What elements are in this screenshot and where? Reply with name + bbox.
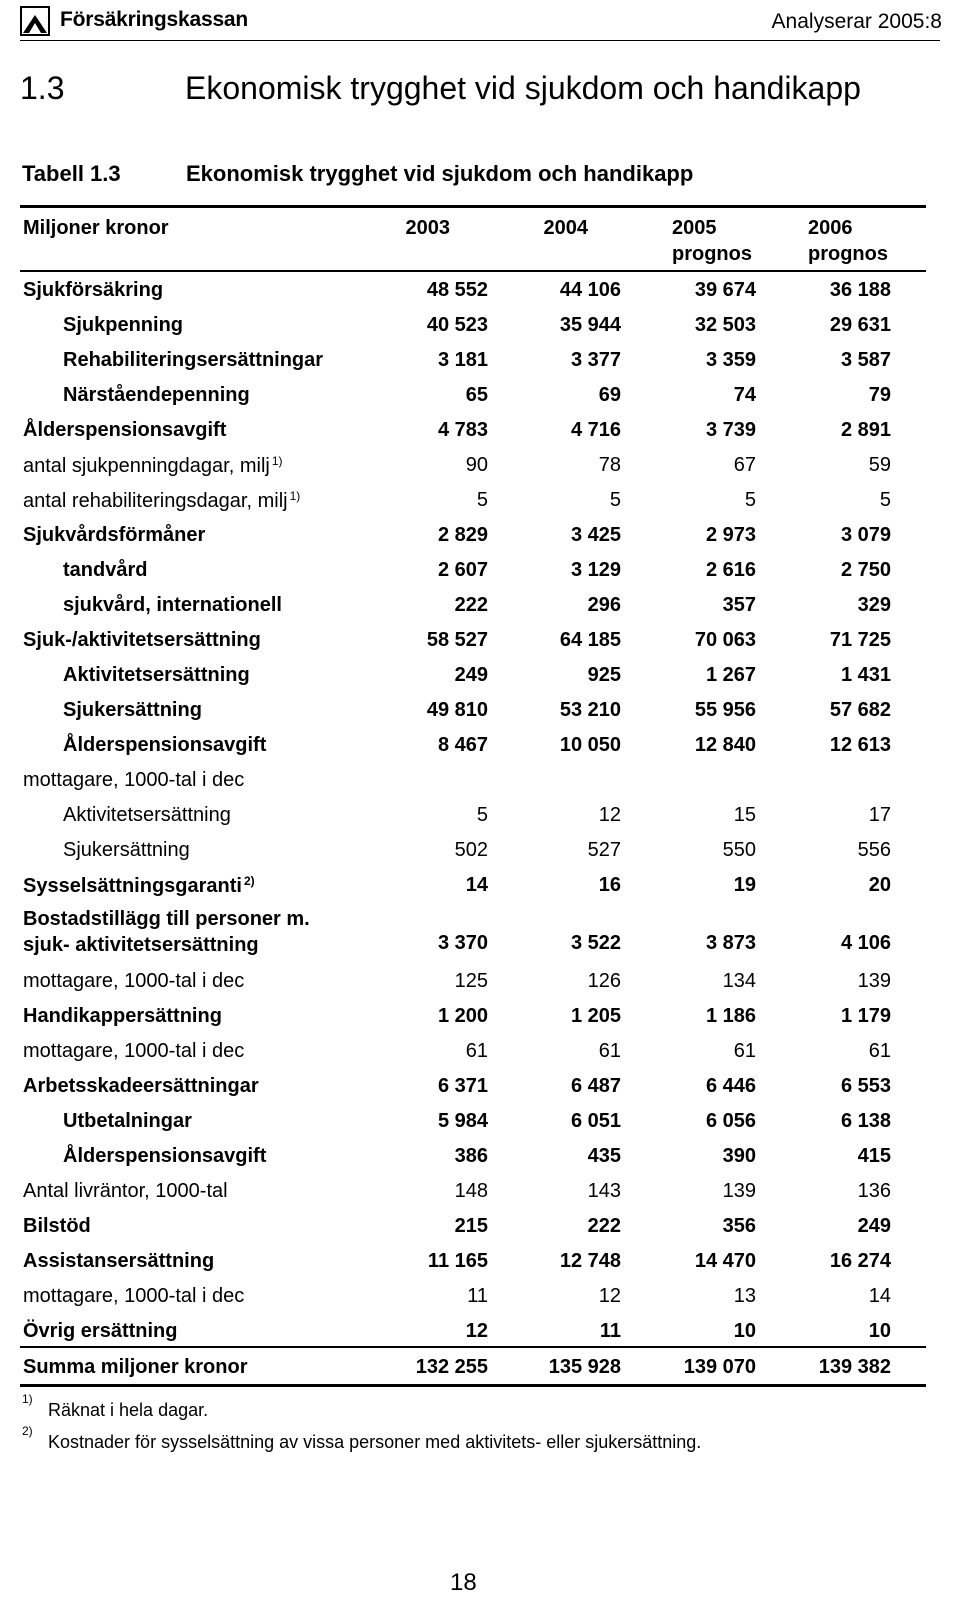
table-cell: 35 944 bbox=[559, 314, 621, 336]
table-row bbox=[0, 1215, 960, 1247]
page-header bbox=[20, 4, 942, 44]
section-number: 1.3 bbox=[20, 70, 65, 106]
table-cell: 78 bbox=[598, 454, 621, 476]
table-cell: 6 138 bbox=[840, 1110, 891, 1132]
row-label bbox=[23, 1075, 259, 1098]
table-cell: 435 bbox=[587, 1145, 621, 1167]
table-row bbox=[0, 769, 960, 801]
table-cell: 3 359 bbox=[705, 349, 756, 371]
total-cell: 135 928 bbox=[548, 1356, 621, 1378]
table-cell: 55 956 bbox=[694, 699, 756, 721]
table-cell: 550 bbox=[722, 839, 756, 861]
row-label-text: Sjukvårdsförmåner bbox=[23, 524, 206, 546]
table-cell: 4 783 bbox=[437, 419, 488, 441]
table-row bbox=[0, 1075, 960, 1107]
table-row bbox=[0, 1250, 960, 1282]
row-label bbox=[23, 454, 283, 478]
row-label-text-line2: sjuk- aktivitetsersättning bbox=[23, 934, 259, 956]
row-label bbox=[23, 874, 255, 898]
table-cell: 2 829 bbox=[437, 524, 488, 546]
table-cell: 67 bbox=[733, 454, 756, 476]
column-sub: prognos bbox=[672, 243, 752, 265]
row-label bbox=[23, 906, 310, 958]
table-cell: 32 503 bbox=[694, 314, 756, 336]
table-row bbox=[0, 349, 960, 381]
row-label-text: mottagare, 1000-tal i dec bbox=[23, 970, 245, 992]
table-cell: 58 527 bbox=[426, 629, 488, 651]
table-cell: 48 552 bbox=[426, 279, 488, 301]
table-cell: 386 bbox=[454, 1145, 488, 1167]
table-row bbox=[0, 489, 960, 521]
table-cell: 70 063 bbox=[694, 629, 756, 651]
table-cell: 14 bbox=[465, 874, 488, 896]
table-cell: 249 bbox=[454, 664, 488, 686]
footnote-ref: 1) bbox=[289, 489, 301, 503]
table-cell: 10 bbox=[733, 1320, 756, 1342]
table-cell: 10 050 bbox=[559, 734, 621, 756]
table-cell: 57 682 bbox=[829, 699, 891, 721]
table-cell: 11 165 bbox=[427, 1250, 488, 1272]
table-cell: 5 bbox=[476, 489, 488, 511]
table-cell: 2 750 bbox=[840, 559, 891, 581]
table-cell: 90 bbox=[465, 454, 488, 476]
row-label bbox=[63, 804, 231, 827]
row-label bbox=[23, 1285, 244, 1308]
table-cell: 17 bbox=[868, 804, 891, 826]
table-cell: 61 bbox=[733, 1040, 756, 1062]
row-label-text: Sjukförsäkring bbox=[23, 279, 164, 301]
row-label-text: sjukvård, internationell bbox=[63, 594, 282, 616]
table-cell: 53 210 bbox=[559, 699, 621, 721]
table-cell: 136 bbox=[857, 1180, 891, 1202]
table-cell: 1 179 bbox=[840, 1005, 891, 1027]
table-row bbox=[0, 1040, 960, 1072]
table-cell: 3 181 bbox=[437, 349, 488, 371]
total-label: Summa miljoner kronor bbox=[23, 1356, 248, 1378]
row-label bbox=[23, 629, 261, 652]
column-sub: prognos bbox=[808, 243, 888, 265]
header-rule bbox=[20, 40, 940, 41]
row-label-text: Sjukpenning bbox=[63, 314, 183, 336]
table-cell: 4 106 bbox=[840, 932, 891, 954]
row-label bbox=[63, 384, 250, 407]
table-cell: 12 bbox=[465, 1320, 488, 1342]
table-cell: 2 891 bbox=[840, 419, 891, 441]
row-label-text: Bostadstillägg till personer m. bbox=[23, 908, 310, 930]
table-cell: 12 748 bbox=[559, 1250, 621, 1272]
row-label bbox=[23, 1215, 91, 1238]
table-row bbox=[0, 1005, 960, 1037]
table-row bbox=[0, 839, 960, 871]
column-year: 2003 bbox=[405, 217, 450, 239]
table-cell: 143 bbox=[587, 1180, 621, 1202]
table-cell: 11 bbox=[599, 1320, 621, 1342]
table-cell: 14 bbox=[868, 1285, 891, 1307]
table-cell: 12 840 bbox=[694, 734, 756, 756]
table-cell: 59 bbox=[868, 454, 891, 476]
table-cell: 5 984 bbox=[437, 1110, 488, 1132]
table-cell: 19 bbox=[733, 874, 756, 896]
row-label-text: Sjukersättning bbox=[63, 839, 190, 861]
row-label-text: Assistansersättning bbox=[23, 1250, 215, 1272]
forsakringskassan-logo-icon bbox=[20, 6, 50, 36]
row-label bbox=[23, 769, 244, 792]
table-cell: 12 bbox=[598, 804, 621, 826]
table-cell: 139 bbox=[722, 1180, 756, 1202]
table-cell: 3 739 bbox=[705, 419, 756, 441]
table-cell: 13 bbox=[733, 1285, 756, 1307]
table-cell: 134 bbox=[722, 970, 756, 992]
footnote-text: Kostnader för sysselsättning av vissa personer med aktivitets- eller sjukersättning. bbox=[48, 1432, 702, 1452]
total-cell: 139 070 bbox=[683, 1356, 756, 1378]
table-cell: 556 bbox=[857, 839, 891, 861]
table-cell: 6 487 bbox=[570, 1075, 621, 1097]
table-row bbox=[0, 1180, 960, 1212]
table-row bbox=[0, 734, 960, 766]
table-cell: 356 bbox=[722, 1215, 756, 1237]
row-label-text: mottagare, 1000-tal i dec bbox=[23, 769, 245, 791]
table-cell: 3 079 bbox=[840, 524, 891, 546]
row-label-text: Aktivitetsersättning bbox=[63, 804, 231, 826]
table-cell: 148 bbox=[454, 1180, 488, 1202]
row-label bbox=[63, 734, 266, 757]
row-label-text: Rehabiliteringsersättningar bbox=[63, 349, 324, 371]
footnote-ref: 2) bbox=[243, 874, 255, 888]
column-header-2003 bbox=[330, 215, 450, 241]
row-label-text: Sjukersättning bbox=[63, 699, 202, 721]
footnote-ref: 1) bbox=[271, 454, 283, 468]
row-label bbox=[23, 489, 300, 513]
table-cell: 125 bbox=[454, 970, 488, 992]
column-header-2004 bbox=[468, 215, 588, 241]
row-label bbox=[63, 349, 323, 372]
table-cell: 3 587 bbox=[840, 349, 891, 371]
table-cell: 20 bbox=[868, 874, 891, 896]
table-row bbox=[0, 314, 960, 346]
table-title: Ekonomisk trygghet vid sjukdom och handikapp bbox=[186, 161, 694, 186]
table-cell: 12 613 bbox=[829, 734, 891, 756]
row-label-text: Övrig ersättning bbox=[23, 1320, 178, 1342]
table-row bbox=[0, 874, 960, 906]
table-cell: 1 205 bbox=[570, 1005, 621, 1027]
row-label bbox=[23, 419, 226, 442]
table-top-rule bbox=[20, 205, 926, 208]
row-label bbox=[63, 559, 147, 582]
table-cell: 415 bbox=[857, 1145, 891, 1167]
table-cell: 215 bbox=[454, 1215, 488, 1237]
table-cell: 3 425 bbox=[570, 524, 621, 546]
table-cell: 74 bbox=[733, 384, 756, 406]
total-cell: 139 382 bbox=[818, 1356, 891, 1378]
table-cell: 16 bbox=[598, 874, 621, 896]
footnote-mark: 1) bbox=[22, 1392, 33, 1406]
table-cell: 6 553 bbox=[840, 1075, 891, 1097]
table-cell: 1 431 bbox=[840, 664, 891, 686]
table-cell: 5 bbox=[879, 489, 891, 511]
table-cell: 11 bbox=[467, 1285, 488, 1307]
table-row bbox=[0, 629, 960, 661]
row-label bbox=[23, 1040, 244, 1063]
table-row bbox=[0, 419, 960, 451]
row-label bbox=[23, 279, 163, 302]
table-cell: 2 973 bbox=[705, 524, 756, 546]
row-label-text: Handikappersättning bbox=[23, 1005, 222, 1027]
row-label bbox=[63, 699, 202, 722]
table-row bbox=[0, 524, 960, 556]
table-row bbox=[0, 1110, 960, 1142]
table-cell: 502 bbox=[454, 839, 488, 861]
table-cell: 36 188 bbox=[829, 279, 891, 301]
table-cell: 61 bbox=[868, 1040, 891, 1062]
table-cell: 2 616 bbox=[705, 559, 756, 581]
row-label-text: Bilstöd bbox=[23, 1215, 91, 1237]
table-row bbox=[0, 559, 960, 591]
row-label bbox=[63, 1145, 266, 1168]
row-label-text: Ålderspensionsavgift bbox=[63, 1145, 267, 1167]
row-label-text: Ålderspensionsavgift bbox=[63, 734, 267, 756]
table-cell: 29 631 bbox=[829, 314, 891, 336]
table-cell: 71 725 bbox=[829, 629, 891, 651]
row-label bbox=[63, 664, 250, 687]
table-row bbox=[0, 279, 960, 311]
section-title-text: Ekonomisk trygghet vid sjukdom och handikapp bbox=[185, 70, 861, 106]
table-cell: 3 522 bbox=[570, 932, 621, 954]
row-label bbox=[23, 1005, 222, 1028]
table-cell: 8 467 bbox=[437, 734, 488, 756]
table-cell: 126 bbox=[587, 970, 621, 992]
table-bottom-rule bbox=[20, 1384, 926, 1387]
page-number: 18 bbox=[450, 1569, 477, 1596]
table-row bbox=[0, 454, 960, 486]
table-cell: 5 bbox=[476, 804, 488, 826]
table-cell: 3 129 bbox=[570, 559, 621, 581]
total-top-rule bbox=[20, 1346, 926, 1348]
row-label bbox=[23, 970, 244, 993]
table-cell: 39 674 bbox=[694, 279, 756, 301]
column-year: 2006 bbox=[808, 217, 853, 239]
table-cell: 390 bbox=[722, 1145, 756, 1167]
brand-name: Försäkringskassan bbox=[60, 8, 249, 31]
table-cell: 6 371 bbox=[437, 1075, 488, 1097]
table-cell: 15 bbox=[733, 804, 756, 826]
row-label bbox=[63, 594, 282, 617]
table-row bbox=[0, 1145, 960, 1177]
table-cell: 222 bbox=[454, 594, 488, 616]
unit-header: Miljoner kronor bbox=[23, 217, 169, 239]
table-cell: 79 bbox=[868, 384, 891, 406]
table-cell: 5 bbox=[609, 489, 621, 511]
table-label: Tabell 1.3 bbox=[22, 161, 121, 186]
table-row bbox=[0, 804, 960, 836]
table-row bbox=[0, 664, 960, 696]
table-cell: 6 056 bbox=[705, 1110, 756, 1132]
table-cell: 65 bbox=[465, 384, 488, 406]
table-cell: 249 bbox=[857, 1215, 891, 1237]
row-label bbox=[63, 839, 190, 862]
table-cell: 329 bbox=[857, 594, 891, 616]
table-cell: 296 bbox=[587, 594, 621, 616]
table-cell: 3 370 bbox=[437, 932, 488, 954]
document-reference: Analyserar 2005:8 bbox=[771, 10, 942, 33]
table-cell: 69 bbox=[598, 384, 621, 406]
table-row bbox=[0, 970, 960, 1002]
row-label-text: tandvård bbox=[63, 559, 148, 581]
row-label-text: mottagare, 1000-tal i dec bbox=[23, 1040, 245, 1062]
table-cell: 357 bbox=[722, 594, 756, 616]
header-bottom-rule bbox=[20, 270, 926, 272]
row-label-text: antal sjukpenningdagar, milj bbox=[23, 455, 270, 477]
total-cell: 132 255 bbox=[415, 1356, 488, 1378]
row-label bbox=[23, 1180, 228, 1203]
row-label bbox=[63, 1110, 192, 1133]
row-label-text: Ålderspensionsavgift bbox=[23, 419, 227, 441]
table-row bbox=[0, 1285, 960, 1317]
table-cell: 61 bbox=[465, 1040, 488, 1062]
table-caption bbox=[22, 161, 693, 187]
table-cell: 5 bbox=[744, 489, 756, 511]
table-cell: 2 607 bbox=[437, 559, 488, 581]
row-label bbox=[23, 1320, 177, 1343]
column-header-2006 bbox=[808, 215, 888, 267]
row-label-text: Arbetsskadeersättningar bbox=[23, 1075, 259, 1097]
table-cell: 49 810 bbox=[426, 699, 488, 721]
table-cell: 3 873 bbox=[705, 932, 756, 954]
footnote-text: Räknat i hela dagar. bbox=[48, 1400, 209, 1420]
table-cell: 527 bbox=[587, 839, 621, 861]
row-label-text: Aktivitetsersättning bbox=[63, 664, 250, 686]
footnote-mark: 2) bbox=[22, 1424, 33, 1438]
table-cell: 16 274 bbox=[829, 1250, 891, 1272]
row-label-text: Antal livräntor, 1000-tal bbox=[23, 1180, 228, 1202]
table-cell: 12 bbox=[598, 1285, 621, 1307]
table-cell: 4 716 bbox=[570, 419, 621, 441]
table-cell: 1 200 bbox=[437, 1005, 488, 1027]
row-label-text: Utbetalningar bbox=[63, 1110, 192, 1132]
row-label-text: Sjuk-/aktivitetsersättning bbox=[23, 629, 261, 651]
column-year: 2004 bbox=[543, 217, 588, 239]
table-cell: 222 bbox=[587, 1215, 621, 1237]
row-label bbox=[63, 314, 183, 337]
table-cell: 40 523 bbox=[426, 314, 488, 336]
table-cell: 6 446 bbox=[705, 1075, 756, 1097]
table-cell: 6 051 bbox=[570, 1110, 621, 1132]
table-row bbox=[0, 594, 960, 626]
table-cell: 64 185 bbox=[559, 629, 621, 651]
table-row bbox=[0, 908, 960, 956]
row-label-text: mottagare, 1000-tal i dec bbox=[23, 1285, 245, 1307]
row-label-text: Närståendepenning bbox=[63, 384, 250, 406]
row-label bbox=[23, 1250, 214, 1273]
table-cell: 14 470 bbox=[694, 1250, 756, 1272]
table-cell: 1 267 bbox=[705, 664, 756, 686]
table-cell: 3 377 bbox=[570, 349, 621, 371]
column-header-2005 bbox=[672, 215, 752, 267]
table-row bbox=[0, 384, 960, 416]
table-cell: 10 bbox=[868, 1320, 891, 1342]
row-label bbox=[23, 524, 205, 547]
row-label-text: Sysselsättningsgaranti bbox=[23, 875, 242, 897]
table-cell: 44 106 bbox=[559, 279, 621, 301]
row-label-text: antal rehabiliteringsdagar, milj bbox=[23, 490, 288, 512]
table-cell: 139 bbox=[857, 970, 891, 992]
section-title bbox=[20, 70, 861, 107]
column-year: 2005 bbox=[672, 217, 717, 239]
table-cell: 61 bbox=[598, 1040, 621, 1062]
table-row bbox=[0, 699, 960, 731]
table-cell: 925 bbox=[587, 664, 621, 686]
table-cell: 1 186 bbox=[705, 1005, 756, 1027]
